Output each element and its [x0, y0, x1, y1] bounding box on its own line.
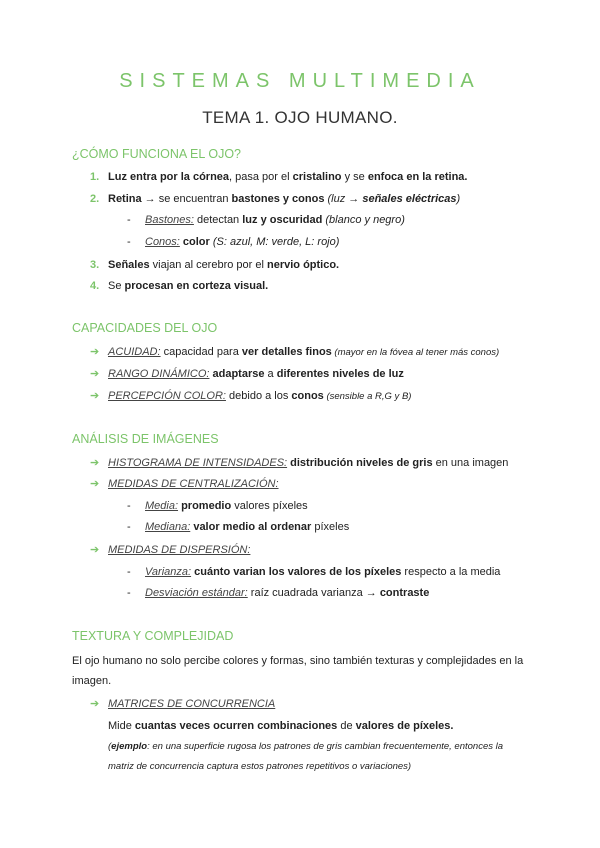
- section-heading-textura: TEXTURA Y COMPLEJIDAD: [72, 629, 234, 643]
- list-item: 3. Señales viajan al cerebro por el nervio óptico.: [90, 259, 340, 271]
- example-line: (ejemplo: en una superficie rugosa los patrones de gris cambian frecuentemente, entonces la: [108, 741, 504, 752]
- section-heading-como-funciona: ¿CÓMO FUNCIONA EL OJO?: [72, 147, 242, 161]
- arrow-icon: ➔: [90, 346, 100, 358]
- list-item: - Conos: color (S: azul, M: verde, L: rojo): [127, 236, 340, 248]
- list-item: ➔ ACUIDAD: capacidad para ver detalles finos (mayor en la fóvea al tener más conos): [90, 346, 500, 358]
- arrow-icon: ➔: [90, 457, 100, 469]
- description-line: Mide cuantas veces ocurren combinaciones de valores de píxeles.: [108, 720, 454, 732]
- list-item: ➔ PERCEPCIÓN COLOR: debido a los conos (sensible a R,G y B): [90, 390, 412, 402]
- paragraph: El ojo humano no solo percibe colores y formas, sino también texturas y complejidades en la imagen.: [72, 655, 524, 687]
- list-item: ➔ HISTOGRAMA DE INTENSIDADES: distribución niveles de gris en una imagen: [90, 457, 509, 469]
- section-heading-capacidades: CAPACIDADES DEL OJO: [72, 321, 218, 335]
- list-item: 4. Se procesan en corteza visual.: [90, 280, 269, 292]
- list-item: ➔ MATRICES DE CONCURRENCIA: [90, 698, 276, 710]
- list-item: 1. Luz entra por la córnea, pasa por el cristalino y se enfoca en la retina.: [90, 171, 468, 183]
- arrow-icon: ➔: [90, 698, 100, 710]
- document-title: SISTEMAS MULTIMEDIA: [119, 70, 481, 92]
- list-item: - Bastones: detectan luz y oscuridad (blanco y negro): [127, 214, 405, 226]
- list-item: - Desviación estándar: raíz cuadrada varianza → contraste: [127, 587, 430, 599]
- example-line: matriz de concurrencia captura estos patrones repetitivos o variaciones): [108, 761, 412, 772]
- list-item: 2. Retina → se encuentran bastones y conos (luz → señales eléctricas): [90, 193, 461, 205]
- list-item: - Varianza: cuánto varian los valores de los píxeles respecto a la media: [127, 566, 501, 578]
- list-item: - Media: promedio valores píxeles: [127, 500, 308, 512]
- list-item: - Mediana: valor medio al ordenar píxeles: [127, 521, 350, 533]
- list-item: ➔ MEDIDAS DE DISPERSIÓN:: [90, 544, 251, 556]
- arrow-icon: ➔: [90, 544, 100, 556]
- section-heading-analisis: ANÁLISIS DE IMÁGENES: [72, 432, 219, 446]
- arrow-icon: ➔: [90, 368, 100, 380]
- document-subtitle: TEMA 1. OJO HUMANO.: [202, 108, 398, 127]
- list-item: ➔ MEDIDAS DE CENTRALIZACIÓN:: [90, 478, 279, 490]
- list-item: ➔ RANGO DINÁMICO: adaptarse a diferentes niveles de luz: [90, 368, 404, 380]
- arrow-icon: ➔: [90, 390, 100, 402]
- arrow-icon: ➔: [90, 478, 100, 490]
